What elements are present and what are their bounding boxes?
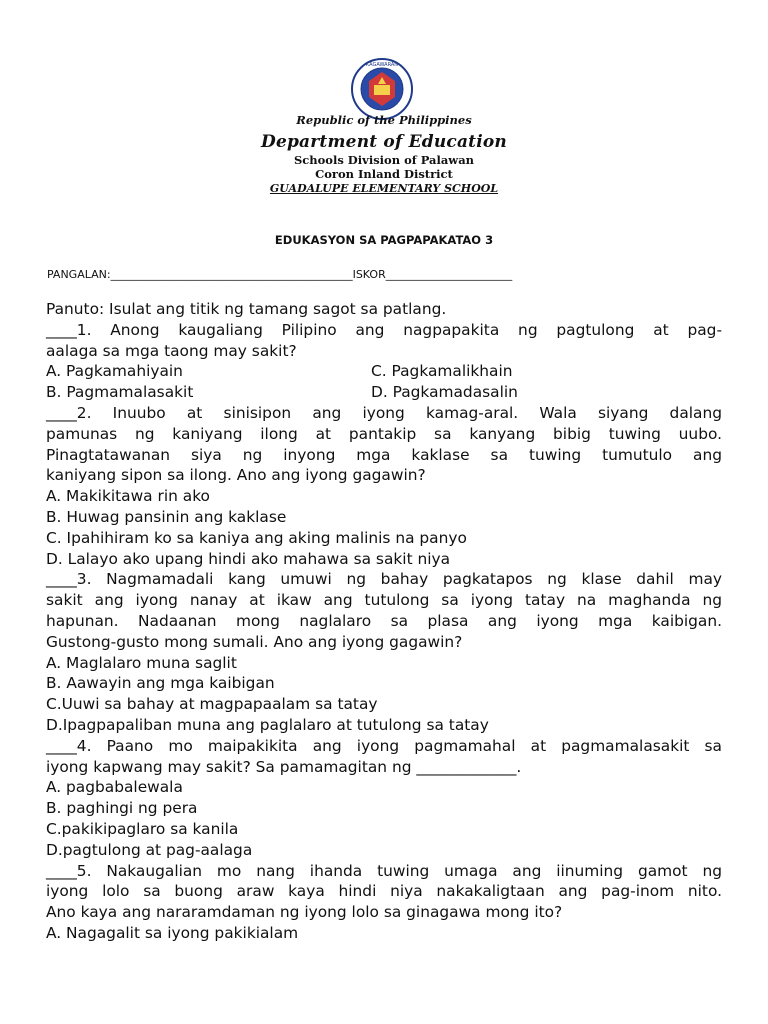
department-title: Department of Education xyxy=(261,132,507,152)
division-line: Schools Division of Palawan xyxy=(293,153,475,167)
instructions: Panuto: Isulat ang titik ng tamang sagot sa patlang. xyxy=(46,300,447,318)
q3-text-line: hapunan. Nadaanan mong naglalaro sa plasa ang iyong mga kaibigan. xyxy=(46,611,722,630)
q2-text-line: pamunas ng kaniyang ilong at pantakip sa kanyang bibig tuwing uubo. xyxy=(46,424,722,443)
q3-choice-d: D.Ipagpapaliban muna ang paglalaro at tutulong sa tatay xyxy=(46,715,489,734)
q1-text-line: ____1. Anong kaugaliang Pilipino ang nagpapakita ng pagtulong at pag- xyxy=(46,320,722,339)
q5-text-line: Ano kaya ang nararamdaman ng iyong lolo sa ginagawa mong ito? xyxy=(46,903,563,922)
school-name: GUADALUPE ELEMENTARY SCHOOL xyxy=(269,182,499,195)
q2-choice-b: B. Huwag pansinin ang kaklase xyxy=(46,507,287,526)
q1-text-line: aalaga sa mga taong may sakit? xyxy=(46,341,297,360)
q2-choice-a: A. Makikitawa rin ako xyxy=(46,487,210,506)
q5-text-line: ____5. Nakaugalian mo nang ihanda tuwing umaga ang iinuming gamot ng xyxy=(46,861,722,880)
q5-choice-a: A. Nagagalit sa iyong pakikialam xyxy=(46,923,299,942)
svg-text:KAGAWARAN: KAGAWARAN xyxy=(365,62,399,68)
q3-text-line: ____3. Nagmamadali kang umuwi ng bahay pagkatapos ng klase dahil may xyxy=(46,570,722,589)
q1-choice-d: D. Pagkamadasalin xyxy=(371,383,518,402)
q2-text-line: kaniyang sipon sa ilong. Ano ang iyong gagawin? xyxy=(46,466,426,485)
q1-choice-a: A. Pagkamahiyain xyxy=(46,362,183,381)
q1-choices-row xyxy=(46,361,722,382)
q2-choice-c: C. Ipahihiram ko sa kaniya ang aking malinis na panyo xyxy=(46,528,467,547)
q3-text-line: sakit ang iyong nanay at ikaw ang tutulong sa iyong tatay na maghanda ng xyxy=(46,591,722,610)
q3-choice-b: B. Aawayin ang mga kaibigan xyxy=(46,674,275,693)
q2-text-line: Pinagtatawanan siya ng inyong mga kaklase sa tuwing tumutulo ang xyxy=(46,445,722,464)
q3-choice-c: C.Uuwi sa bahay at magpapaalam sa tatay xyxy=(46,695,378,714)
q2-choice-d: D. Lalayo ako upang hindi ako mahawa sa sakit niya xyxy=(46,549,451,568)
q3-text-line: Gustong-gusto mong sumali. Ano ang iyong gagawin? xyxy=(46,632,463,651)
q4-choice-c: C.pakikipaglaro sa kanila xyxy=(46,819,239,838)
name-score-line: PANGALAN:____________________________________________ISKOR_______________________ xyxy=(47,268,513,281)
deped-seal-logo xyxy=(350,57,414,121)
q4-choice-b: B. paghingi ng pera xyxy=(46,799,198,818)
q1-choice-c: C. Pagkamalikhain xyxy=(371,362,513,381)
q1-choices-row xyxy=(46,382,722,403)
q4-choice-a: A. pagbabalewala xyxy=(46,778,183,797)
republic-line: Republic of the Philippines xyxy=(296,113,472,127)
q2-text-line: ____2. Inuubo at sinisipon ang iyong kamag-aral. Wala siyang dalang xyxy=(46,403,722,422)
subject-title: EDUKASYON SA PAGPAPAKATAO 3 xyxy=(274,233,494,247)
q4-text-line: iyong kapwang may sakit? Sa pamamagitan ng _____________. xyxy=(46,757,522,776)
q4-text-line: ____4. Paano mo maipakikita ang iyong pagmamahal at pagmamalasakit sa xyxy=(46,736,722,755)
questions-body xyxy=(46,299,722,944)
q3-choice-a: A. Maglalaro muna saglit xyxy=(46,653,237,672)
q4-choice-d: D.pagtulong at pag-aalaga xyxy=(46,840,253,859)
q5-text-line: iyong lolo sa buong araw kaya hindi niya nakakaligtaan ang pag-inom nito. xyxy=(46,882,722,901)
q1-choice-b: B. Pagmamalasakit xyxy=(46,383,194,402)
district-line: Coron Inland District xyxy=(315,167,453,181)
